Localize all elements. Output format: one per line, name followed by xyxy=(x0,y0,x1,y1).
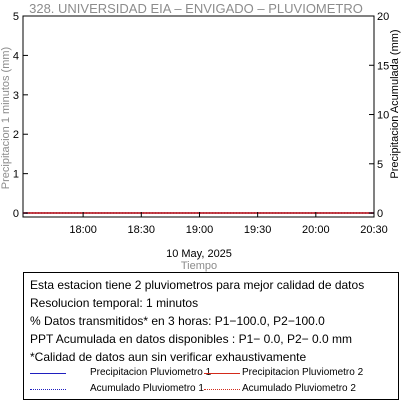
plot-frame xyxy=(23,16,374,217)
info-legend-box xyxy=(23,272,399,400)
left-tick-label: 5 xyxy=(12,11,19,23)
note-line: % Datos transmitidos* en 3 horas: P1−100.0, P2−100.0 xyxy=(30,314,325,328)
x-tick-label: 18:00 xyxy=(69,224,97,236)
legend-label-acum-1: Acumulado Pluviometro 1 xyxy=(90,383,204,394)
right-axis xyxy=(369,11,389,220)
left-axis xyxy=(13,11,28,220)
right-tick-label: 0 xyxy=(377,208,384,221)
x-tick-label: 18:30 xyxy=(127,224,156,236)
note-line: PPT Acumulada en datos disponibles : P1− 0.0, P2− 0.0 mm xyxy=(30,332,352,346)
legend-swatch-precip-1 xyxy=(30,373,66,374)
right-tick-label: 5 xyxy=(377,158,384,171)
note-line: Esta estacion tiene 2 pluviometros para mejor calidad de datos xyxy=(30,278,365,292)
legend-swatch-acum-1 xyxy=(30,389,66,390)
left-tick-label: 4 xyxy=(12,50,19,63)
right-tick-label: 20 xyxy=(377,11,390,23)
x-tick-label: 20:30 xyxy=(360,224,388,236)
x-axis xyxy=(69,212,387,236)
left-tick-label: 3 xyxy=(12,89,19,102)
x-tick-label: 19:00 xyxy=(185,224,214,236)
legend-label-acum-2: Acumulado Pluviometro 2 xyxy=(242,383,356,394)
left-tick-label: 1 xyxy=(12,168,19,181)
note-line: Resolucion temporal: 1 minutos xyxy=(30,296,199,310)
left-tick-label: 0 xyxy=(12,208,19,221)
note-line: *Calidad de datos aun sin verificar exhaustivamente xyxy=(30,350,307,364)
right-tick-label: 10 xyxy=(377,109,390,122)
legend-swatch-precip-2 xyxy=(204,373,240,374)
x-axis-title: Tiempo xyxy=(180,260,218,272)
left-axis-title: Precipitacion 1 minutos (mm) xyxy=(0,46,12,190)
legend-label-precip-1: Precipitacion Pluviometro 1 xyxy=(90,367,212,378)
x-tick-label: 20:00 xyxy=(302,224,330,236)
legend-swatch-acum-2 xyxy=(204,389,240,390)
legend-label-precip-2: Precipitacion Pluviometro 2 xyxy=(242,367,364,378)
x-tick-label: 19:30 xyxy=(243,224,272,236)
right-tick-label: 15 xyxy=(377,60,390,73)
left-tick-label: 2 xyxy=(12,129,19,142)
date-label: 10 May, 2025 xyxy=(166,248,232,260)
right-axis-title: Precipitacion Acumulada (mm) xyxy=(389,29,401,179)
chart-title: 328. UNIVERSIDAD EIA – ENVIGADO – PLUVIOMETRO xyxy=(29,1,363,16)
